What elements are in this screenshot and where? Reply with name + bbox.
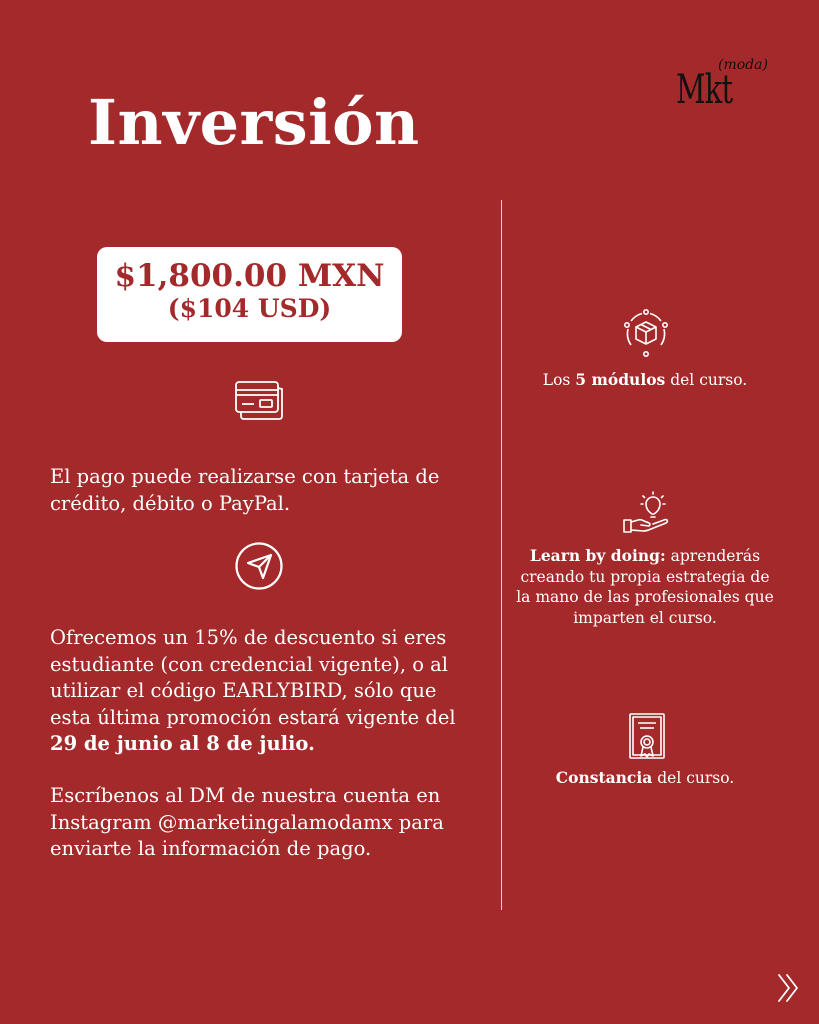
feature-certificate-bold: Constancia	[555, 768, 653, 787]
send-icon	[234, 541, 284, 591]
contact-text: Escríbenos al DM de nuestra cuenta en Instagram @marketingalamodamx para enviarte la información de pago.	[50, 784, 444, 860]
credit-card-icon	[234, 380, 286, 422]
feature-learn-post: aprenderás creando tu propia estrategia de la mano de las profesionales que imparten el curso.	[516, 547, 774, 627]
feature-modules	[515, 370, 775, 391]
lightbulb-hand-icon	[621, 490, 671, 536]
feature-certificate-post: del curso.	[652, 769, 735, 787]
price-usd: ($104 USD)	[167, 294, 332, 324]
payment-text: El pago puede realizarse con tarjeta de crédito, débito o PayPal.	[50, 465, 440, 515]
price-mxn: $1,800.00 MXN	[114, 258, 385, 294]
logo-sub: (moda)	[718, 57, 768, 73]
feature-modules-pre: Los	[542, 371, 576, 389]
double-chevron-right-icon[interactable]	[776, 972, 802, 1004]
discount-body: Ofrecemos un 15% de descuento si eres estudiante (con credencial vigente), o al utilizar el código EARLYBIRD, sólo que esta última promoción estará vigente del	[50, 626, 456, 729]
feature-learn	[515, 546, 775, 628]
discount-text	[50, 625, 460, 758]
feature-learn-bold: Learn by doing:	[529, 546, 666, 565]
logo-main: Mkt	[676, 67, 733, 113]
feature-modules-bold: 5 módulos	[575, 370, 666, 389]
divider	[501, 200, 502, 910]
certificate-icon	[628, 712, 666, 762]
price-box	[97, 247, 402, 342]
feature-modules-post: del curso.	[665, 371, 748, 389]
page-title: Inversión	[88, 86, 420, 159]
brand-logo	[676, 58, 776, 118]
modules-icon	[621, 308, 671, 358]
discount-dates: 29 de junio al 8 de julio.	[50, 732, 315, 755]
feature-certificate	[515, 768, 775, 789]
